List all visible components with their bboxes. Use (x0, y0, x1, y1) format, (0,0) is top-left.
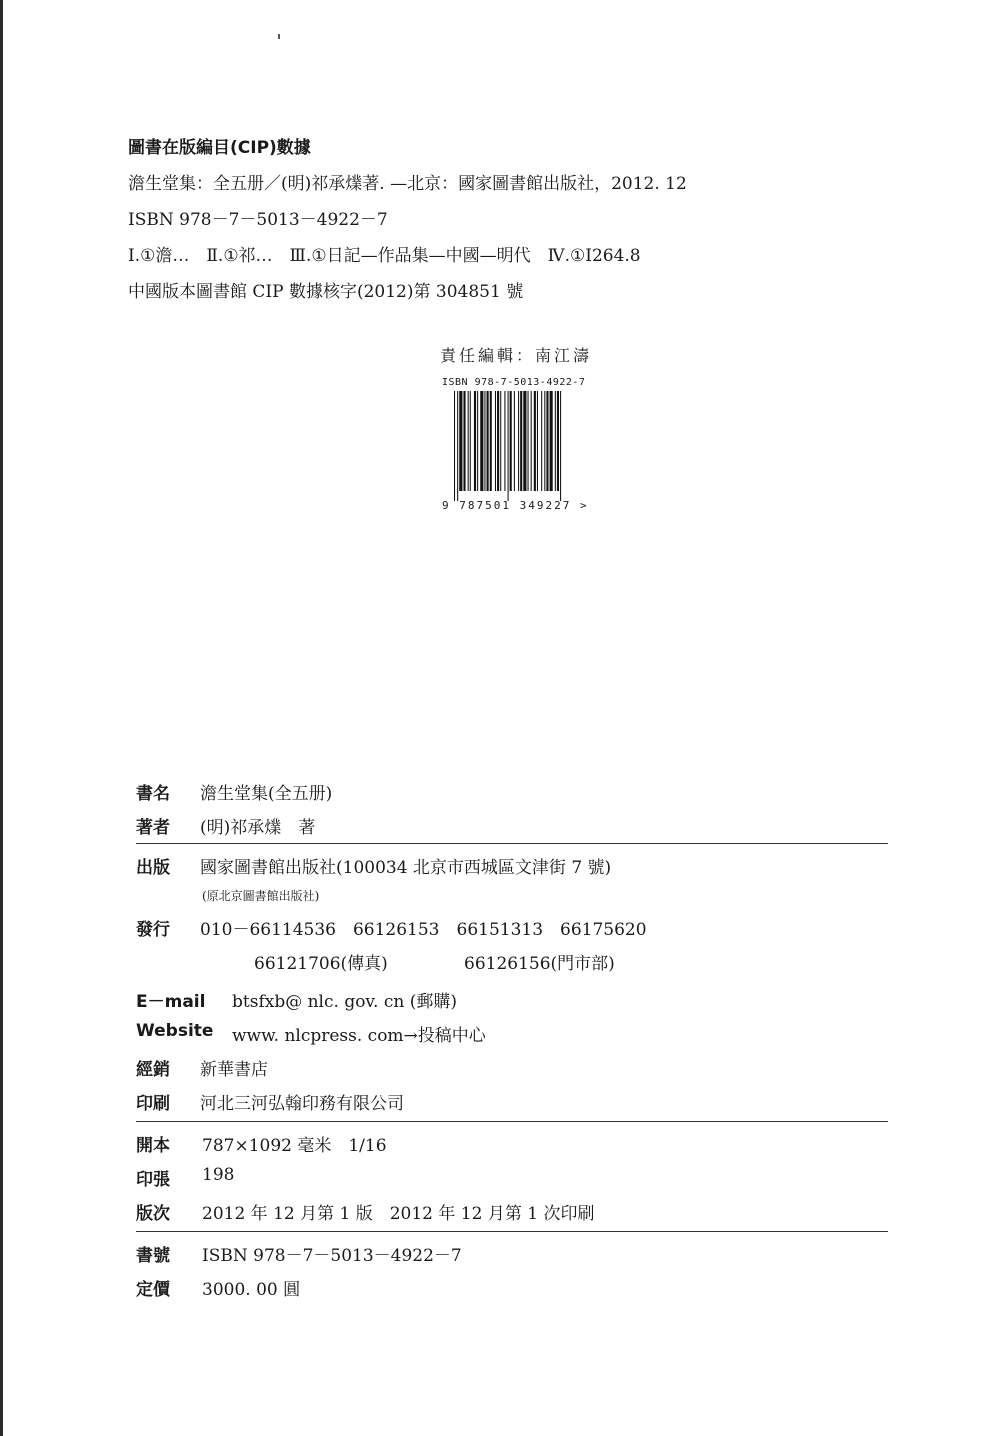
publisher-value: 國家圖書館出版社(100034 北京市西城區文津街 7 號) (200, 858, 612, 878)
cip-line-title: 澹生堂集：全五册／(明)祁承㸁著. —北京：國家圖書館出版社，2012. 12 (128, 174, 687, 194)
row-author (136, 809, 896, 843)
seller-value: 新華書店 (200, 1060, 268, 1080)
website-value: www. nlcpress. com→投稿中心 (232, 1026, 486, 1046)
scan-speck (278, 34, 280, 39)
row-price (136, 1271, 896, 1305)
title-label: 書名 (136, 784, 170, 804)
row-email (136, 979, 896, 1017)
format-label: 開本 (136, 1136, 170, 1156)
row-sheets (136, 1161, 896, 1195)
spacer (136, 1119, 896, 1127)
edition-label: 版次 (136, 1204, 170, 1224)
distribution-fax: 66121706(傳真) (254, 954, 388, 974)
author-label: 著者 (136, 818, 170, 838)
row-publisher-note (136, 883, 896, 911)
distribution-phones: 010－66114536 66126153 66151313 66175620 (200, 920, 647, 940)
barcode-bars (454, 391, 602, 501)
row-publisher (136, 849, 896, 883)
printer-label: 印刷 (136, 1094, 170, 1114)
divider-3 (136, 1231, 888, 1232)
price-label: 定價 (136, 1280, 170, 1300)
isbn-label: 書號 (136, 1246, 170, 1266)
row-distribution (136, 911, 896, 945)
printer-value: 河北三河弘翰印務有限公司 (200, 1094, 404, 1114)
website-label: Website (136, 1021, 214, 1041)
spacer (136, 1229, 896, 1237)
publisher-note: (原北京圖書館出版社) (202, 889, 320, 903)
row-format (136, 1127, 896, 1161)
row-isbn (136, 1237, 896, 1271)
row-distribution-2 (136, 945, 896, 979)
barcode-bottom-text: 9 787501 349227 > (442, 499, 589, 512)
publisher-label: 出版 (136, 858, 170, 878)
cip-line-classification: Ⅰ.①澹… Ⅱ.①祁… Ⅲ.①日記—作品集—中國—明代 Ⅳ.①I264.8 (128, 246, 641, 266)
row-seller (136, 1051, 896, 1085)
row-edition (136, 1195, 896, 1229)
divider-1 (136, 843, 888, 844)
divider-2 (136, 1121, 888, 1122)
sheets-value: 198 (202, 1165, 235, 1185)
author-value: (明)祁承㸁 著 (200, 818, 316, 838)
title-value: 澹生堂集(全五册) (200, 784, 333, 804)
seller-label: 經銷 (136, 1060, 170, 1080)
distribution-label: 發行 (136, 920, 170, 940)
colophon-table (136, 775, 896, 1305)
cip-block (128, 133, 888, 310)
responsible-editor: 責任編輯：南江濤 (440, 346, 593, 365)
row-printer (136, 1085, 896, 1119)
distribution-store: 66126156(門市部) (464, 954, 615, 974)
edition-value: 2012 年 12 月第 1 版 2012 年 12 月第 1 次印刷 (202, 1204, 595, 1224)
format-value: 787×1092 毫米 1/16 (202, 1136, 387, 1156)
row-title (136, 775, 896, 809)
barcode-top-text: ISBN 978-7-5013-4922-7 (442, 377, 586, 388)
cip-line-isbn: ISBN 978－7－5013－4922－7 (128, 210, 388, 230)
email-value: btsfxb@ nlc. gov. cn (郵購) (232, 992, 457, 1012)
sheets-label: 印張 (136, 1170, 170, 1190)
cip-heading: 圖書在版編目(CIP)數據 (128, 138, 311, 158)
price-value: 3000. 00 圓 (202, 1280, 301, 1300)
email-label: E－mail (136, 992, 206, 1012)
row-website (136, 1017, 896, 1051)
isbn-barcode (438, 377, 628, 517)
isbn-value: ISBN 978－7－5013－4922－7 (202, 1246, 462, 1266)
cip-line-record-number: 中國版本圖書館 CIP 數據核字(2012)第 304851 號 (128, 282, 524, 302)
scan-edge (0, 0, 3, 1436)
